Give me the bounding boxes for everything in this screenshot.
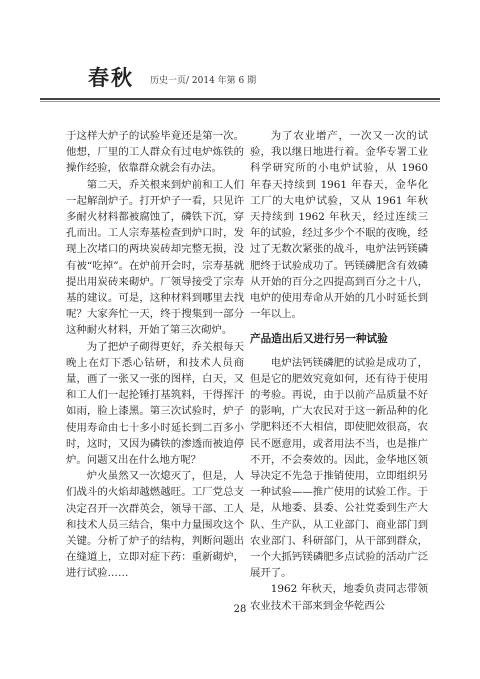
right-paragraph-3: 1962 年秋天，地委负责同志带领农业技术干部来到金华乾西公 bbox=[250, 583, 428, 612]
left-paragraph-2: 第二天，乔关根来到炉前和工人们一起解剖炉子。打开炉子一看，只见许多耐火材料都被腐蚀了，磷铁下沉，穿孔而出。工人宗寿基检查到炉口时，发现上次堵口的两块炭砖却完整无损，没有被“吃掉”。在炉前开会时，宗寿基就提出用炭砖来砌炉。厂领导接受了宗寿基的建议。可是，这种材料到哪里去找呢？大家奔忙一天，终于搜集到一部分这种耐火材料，开始了第三次砌炉。 bbox=[66, 178, 244, 337]
header-divider-thin bbox=[40, 101, 440, 102]
page-number: 28 bbox=[233, 604, 247, 615]
left-paragraph-4: 炉火虽然又一次熄灭了，但是，人们战斗的火焰却越燃越旺。工厂党总支决定召开一次群英会，领导干部、工人和技术人员三结合，集中力量围攻这个关键。分析了炉子的结构，判断问题出在缝道上，立即对症下药：重新砌炉，进行试验…… bbox=[66, 470, 244, 580]
left-paragraph-1: 于这样大炉子的试验毕竟还是第一次。他想，厂里的工人群众有过电炉炼铁的操作经验，依靠群众就会有办法。 bbox=[66, 130, 244, 175]
page-header bbox=[40, 62, 440, 96]
left-column bbox=[66, 128, 244, 598]
right-paragraph-1: 为了农业增产，一次又一次的试验，我以继日地进行着。金华专署工业科学研究所的小电炉试验，从 1960 年春天持续到 1961 年春天，金华化工厂的大电炉试验，又从 1961 年秋天持续到 1962 年秋天，经过连续三年的试验，经过多少个不眠的夜晚，经过了无数次紧张的战斗，电炉法钙镁磷肥终于试验成功了。钙镁磷肥含有效磷从开始的百分之四提高到百分之十八，电炉的使用寿命从开始的几小时延长到一年以上。 bbox=[250, 130, 428, 321]
left-paragraph-3: 为了把炉子砌得更好，乔关根每天晚上在灯下悉心钻研，和技术人员商量，画了一张又一张的图样，白天，又和工人们一起抡锤打基筑料，干得挥汗如雨，脸上漆黑。第三次试验时，炉子使用寿命由七十多小时延长到二百多小时，这时，又因为磷铁的渗透而被迫停炉。问题又出在什么地方呢？ bbox=[66, 340, 244, 467]
header-divider bbox=[40, 98, 440, 100]
section-heading: 产品造出后又进行另一种试验 bbox=[250, 333, 388, 346]
right-column bbox=[250, 128, 428, 612]
magazine-title: 春秋 bbox=[88, 65, 134, 90]
right-paragraph-2: 电炉法钙镁磷肥的试验是成功了，但是它的肥效究竟如何，还有待于使用的考验。再说，由于以前产品质量不好的影响，广大农民对于这一新品种的化学肥料还不大相信，即使肥效很高，农民不愿意用，或者用法不当，也是推广不开，不会奏效的。因此，金华地区领导决定不先急于推销使用，立即组织另一种试验——推广使用的试验工作。于是，从地委、县委、公社党委到生产大队、生产队，从工业部门、商业部门到农业部门、科研部门，从干部到群众，一个大抓钙镁磷肥多点试验的活动广泛展开了。 bbox=[250, 356, 428, 580]
issue-label: 历史一页/ 2014 年第 6 期 bbox=[150, 76, 257, 86]
